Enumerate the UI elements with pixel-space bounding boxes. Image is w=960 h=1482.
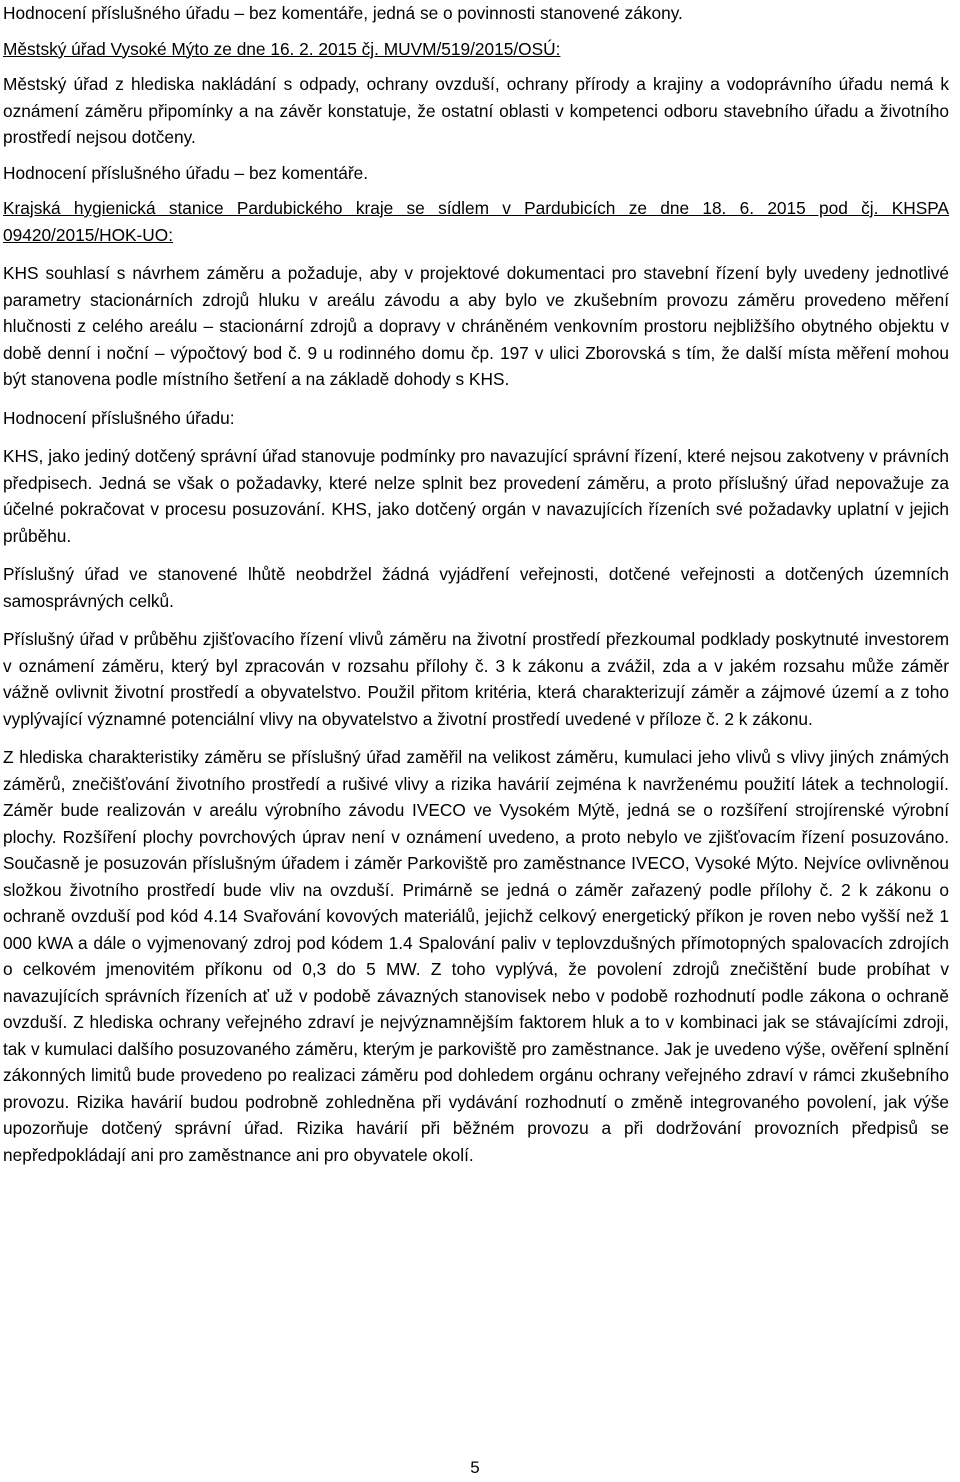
paragraph-public-comments: Příslušný úřad ve stanovené lhůtě neobdržel žádná vyjádření veřejnosti, dotčené veřejnosti a dotčených územních samosprávných celků. [3,564,949,611]
assessment-paragraph-1: Hodnocení příslušného úřadu – bez komentáře, jedná se o povinnosti stanovené zákony. [3,3,683,23]
paragraph-khs-statement: KHS souhlasí s návrhem záměru a požaduje, aby v projektové dokumentaci pro stavební řízení byly uvedeny jednotlivé parametry stacionárních zdrojů hluku v areálu závodu a aby bylo ve zkušebním provozu záměru provedeno měření hlučnosti z celého areálu – stacionární zdrojů a dopravy v chráněném venkovním prostoru nejbližšího obytného objektu v době denní i noční – výpočtový bod č. 9 u rodinného domu čp. 197 v ulici Zborovská s tím, že další místa měření mohou být stanovena podle místního šetření a na základě dohody s KHS. [3,263,949,389]
document-page [3,0,949,1168]
heading-khs: Krajská hygienická stanice Pardubického kraje se sídlem v Pardubicích ze dne 18. 6. 2015 pod čj. KHSPA 09420/2015/HOK-UO: [3,198,949,245]
paragraph-screening-review: Příslušný úřad v průběhu zjišťovacího řízení vlivů záměru na životní prostředí přezkoumal podklady poskytnuté investorem v oznámení záměru, který byl zpracován v rozsahu přílohy č. 3 k zákonu a zvážil, zda a v jakém rozsahu může záměr vážně ovlivnit životní prostředí a obyvatelstvo. Použil přitom kritéria, která charakterizují záměr a zájmové území a z toho vyplývající významné potenciální vlivy na obyvatelstvo a životní prostředí uvedené v příloze č. 2 k zákonu. [3,629,949,729]
page-number: 5 [470,1458,480,1477]
assessment-paragraph-2: Hodnocení příslušného úřadu – bez komentáře. [3,162,369,183]
heading-mu-vysoke-myto: Městský úřad Vysoké Mýto ze dne 16. 2. 2015 čj. MUVM/519/2015/OSÚ: [3,38,561,59]
paragraph-project-characteristics: Z hlediska charakteristiky záměru se příslušný úřad zaměřil na velikost záměru, kumulaci jeho vlivů s vlivy jiných známých záměrů, znečišťování životního prostředí a rušivé vlivy a rizika havárií zejména k navrženému použití látek a technologií. Záměr bude realizován v areálu výrobního závodu IVECO ve Vysokém Mýtě, jedná se o rozšíření strojírenské výrobní plochy. Rozšíření plochy povrchových úprav není v oznámení uvedeno, a proto nebylo ve zjišťovacím řízení posuzováno. Současně je posuzován příslušným úřadem i záměr Parkoviště pro zaměstnance IVECO, Vysoké Mýto. Nejvíce ovlivněnou složkou životního prostředí bude vliv na ovzduší. Primárně se jedná o záměr zařazený podle přílohy č. 2 k zákonu o ochraně ovzduší pod kód 4.14 Svařování kovových materiálů, jejichž celkový energetický příkon je roven nebo vyšší než 1 000 kWA a dále o vyjmenovaný zdroj pod kódem 1.4 Spalování paliv v teplovzdušných přímotopných spalovacích zdrojích o celkovém jmenovitém příkonu od 0,3 do 5 MW. Z toho vyplývá, že povolení zdrojů znečištění bude probíhat v navazujících správních řízeních ať už v podobě závazných stanovisek nebo v podobě rozhodnutí podle zákona o ochraně ovzduší. Z hlediska ochrany veřejného zdraví je nejvýznamnějším faktorem hluk a to v kombinaci jak se stávajícími zdroji, tak v kumulaci dalšího posuzovaného záměru, kterým je parkoviště pro zaměstnance. Jak je uvedeno výše, ověření splnění zákonných limitů bude provedeno po realizaci záměru pod dohledem orgánu ochrany veřejného zdraví v rámci zkušebního provozu. Rizika havárií budou podrobně zohledněna při vydávání rozhodnutí o změně integrovaného povolení, jak výše upozorňuje dotčený správní úřad. Rizika havárií při běžném provozu a při dodržování provozních předpisů se nepředpokládají ani pro zaměstnance ani pro obyvatele okolí. [3,747,949,1165]
paragraph-khs-assessment: KHS, jako jediný dotčený správní úřad stanovuje podmínky pro navazující správní řízení, které nejsou zakotveny v právních předpisech. Jedná se však o požadavky, které nelze splnit bez provedení záměru, a proto příslušný úřad nepovažuje za účelné pokračovat v procesu posuzování. KHS, jako dotčený orgán v navazujících řízeních své požadavky uplatní v jejich průběhu. [3,446,949,546]
assessment-heading-3: Hodnocení příslušného úřadu: [3,407,235,428]
paragraph-mu-statement: Městský úřad z hlediska nakládání s odpady, ochrany ovzduší, ochrany přírody a krajiny a vodoprávního úřadu nemá k oznámení záměru připomínky a na závěr konstatuje, že ostatní oblasti v kompetenci odboru stavebního úřadu a životního prostředí nejsou dotčeny. [3,74,949,147]
